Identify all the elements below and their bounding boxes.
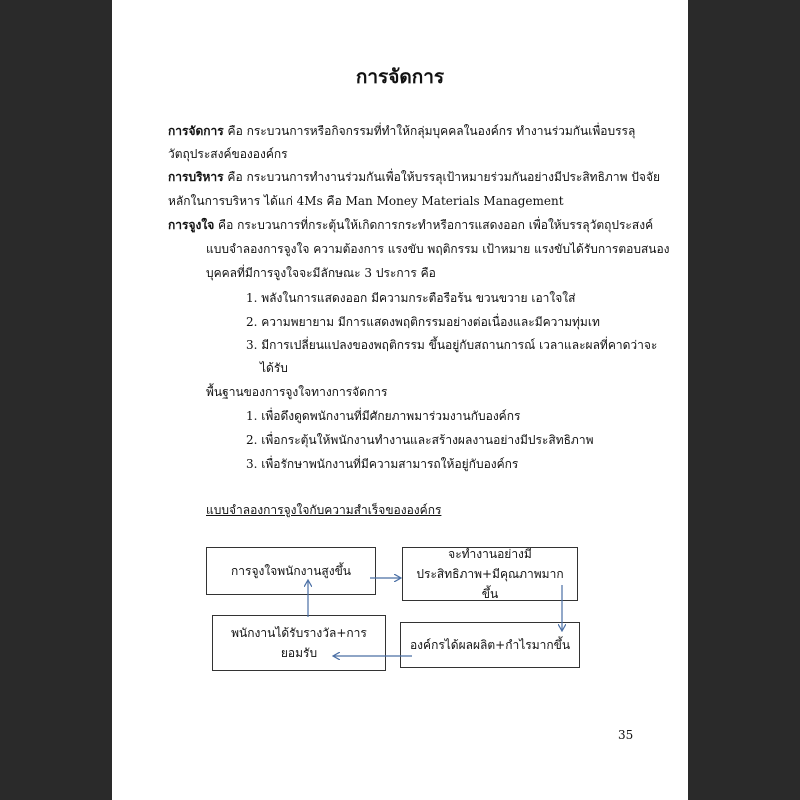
box-organization-profit bbox=[400, 622, 580, 668]
motivation-item-3-cont: ได้รับ bbox=[260, 361, 288, 375]
box-motivation-increase-label: การจูงใจพนักงานสูงขึ้น bbox=[231, 564, 351, 578]
management-term: การจัดการ bbox=[168, 124, 224, 138]
box-employee-reward-label: พนักงานได้รับรางวัล+การยอมรับ bbox=[231, 626, 367, 660]
motivation-item-1: 1. พลังในการแสดงออก มีความกระตือรือร้น ขวนขวาย เอาใจใส่ bbox=[246, 291, 576, 305]
motivation-item-3: 3. มีการเปลี่ยนแปลงของพฤติกรรม ขึ้นอยู่กับสถานการณ์ เวลาและผลที่คาดว่าจะ bbox=[246, 338, 658, 352]
box-motivation-increase bbox=[206, 547, 376, 595]
basis-item-3: 3. เพื่อรักษาพนักงานที่มีความสามารถให้อยู่กับองค์กร bbox=[246, 457, 519, 471]
basis-item-1: 1. เพื่อดึงดูดพนักงานที่มีศักยภาพมาร่วมงานกับองค์กร bbox=[246, 409, 521, 423]
right-backdrop bbox=[688, 0, 800, 800]
box-organization-profit-label: องค์กรได้ผลผลิต+กำไรมากขึ้น bbox=[409, 638, 571, 652]
administration-line-2: หลักในการบริหาร ได้แก่ 4Ms คือ Man Money Materials Management bbox=[168, 194, 564, 208]
management-line-2: วัตถุประสงค์ขององค์กร bbox=[168, 147, 288, 161]
page-number: 35 bbox=[618, 728, 634, 742]
box-efficient-work bbox=[402, 547, 578, 601]
left-backdrop bbox=[0, 0, 112, 800]
box-employee-reward bbox=[212, 615, 386, 671]
management-line-1 bbox=[168, 122, 635, 140]
management-definition: คือ กระบวนการหรือกิจกรรมที่ทำให้กลุ่มบุคคลในองค์กร ทำงานร่วมกันเพื่อบรรลุ bbox=[223, 124, 636, 138]
motivation-term: การจูงใจ bbox=[168, 218, 215, 232]
diagram-arrows bbox=[112, 0, 688, 800]
basis-heading: พื้นฐานของการจูงใจทางการจัดการ bbox=[206, 385, 388, 399]
document-page bbox=[112, 0, 688, 800]
box-efficient-work-label: จะทำงานอย่างมีประสิทธิภาพ+มีคุณภาพมากขึ้น bbox=[416, 547, 564, 601]
motivation-definition: คือ กระบวนการที่กระตุ้นให้เกิดการกระทำหรือการแสดงออก เพื่อให้บรรลุวัตถุประสงค์ bbox=[214, 218, 654, 232]
motivation-line-2: แบบจำลองการจูงใจ ความต้องการ แรงขับ พฤติกรรม เป้าหมาย แรงขับได้รับการตอบสนอง bbox=[206, 242, 670, 256]
administration-term: การบริหาร bbox=[168, 170, 224, 184]
diagram-heading: แบบจำลองการจูงใจกับความสำเร็จขององค์กร bbox=[206, 503, 442, 517]
administration-line-1 bbox=[168, 168, 660, 186]
administration-definition: คือ กระบวนการทำงานร่วมกันเพื่อให้บรรลุเป้าหมายร่วมกันอย่างมีประสิทธิภาพ ปัจจัย bbox=[223, 170, 661, 184]
basis-item-2: 2. เพื่อกระตุ้นให้พนักงานทำงานและสร้างผลงานอย่างมีประสิทธิภาพ bbox=[246, 433, 594, 447]
motivation-item-2: 2. ความพยายาม มีการแสดงพฤติกรรมอย่างต่อเนื่องและมีความทุ่มเท bbox=[246, 315, 600, 329]
page-title: การจัดการ bbox=[355, 66, 445, 88]
motivation-line-1 bbox=[168, 216, 653, 234]
motivation-line-3: บุคคลที่มีการจูงใจจะมีลักษณะ 3 ประการ คือ bbox=[206, 266, 436, 280]
